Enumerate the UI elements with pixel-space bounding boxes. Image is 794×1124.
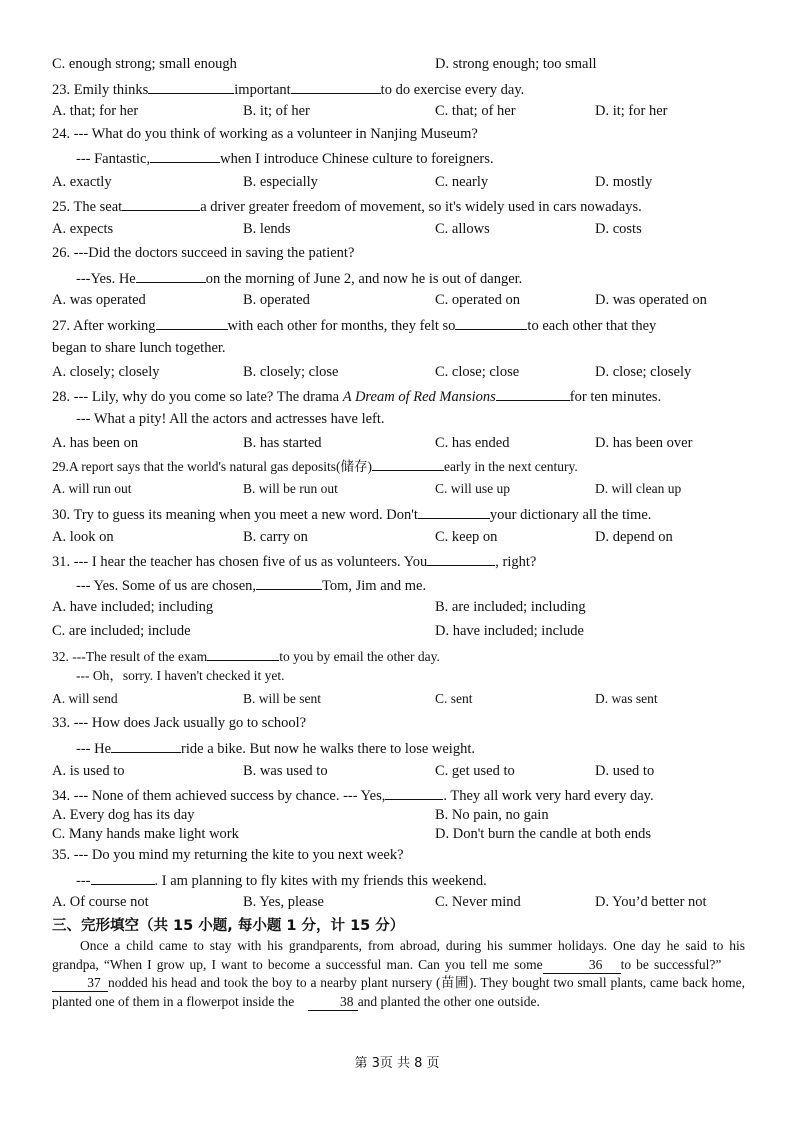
q29-option-b: B. will be run out xyxy=(243,481,338,496)
q33-stem: 33. --- How does Jack usually go to school? xyxy=(52,715,307,731)
answer-blank xyxy=(156,315,228,330)
answer-blank xyxy=(372,456,444,471)
q23-option-d: D. it; for her xyxy=(595,103,668,119)
q35-option-d: D. You’d better not xyxy=(595,894,707,910)
q34-option-d: D. Don't burn the candle at both ends xyxy=(435,826,652,842)
q25-option-b: B. lends xyxy=(243,221,291,237)
q25-option-d: D. costs xyxy=(595,221,642,237)
q29-option-d: D. will clean up xyxy=(595,481,682,496)
q28-option-c: C. has ended xyxy=(435,435,510,451)
answer-blank xyxy=(91,870,155,885)
q32-option-c: C. sent xyxy=(435,691,473,706)
q33-option-b: B. was used to xyxy=(243,763,328,779)
page-footer: 第 3页 共 8 页 xyxy=(354,1056,440,1071)
q26-stem: 26. ---Did the doctors succeed in saving the patient? xyxy=(52,245,355,261)
q34-stem: 34. --- None of them achieved success by chance. --- Yes, . They all work very hard every day. xyxy=(52,785,654,805)
q26-reply: ---Yes. He on the morning of June 2, and now he is out of danger. xyxy=(76,268,522,288)
q33-reply: --- He ride a bike. But now he walks there to lose weight. xyxy=(76,738,475,758)
answer-blank xyxy=(111,738,181,753)
answer-blank xyxy=(150,148,220,163)
question-number: 27. xyxy=(52,318,71,334)
question-number: 32. xyxy=(52,649,69,664)
q25-option-a: A. expects xyxy=(52,221,114,237)
q32-reply: --- Oh，sorry. I haven't checked it yet. xyxy=(76,668,285,683)
q29-stem: 29.A report says that the world's natural gas deposits(储存) early in the next century. xyxy=(52,456,578,476)
q25-option-c: C. allows xyxy=(435,221,490,237)
q28-option-a: A. has been on xyxy=(52,435,139,451)
q32-option-d: D. was sent xyxy=(595,691,658,706)
q30-option-b: B. carry on xyxy=(243,529,308,545)
q23-option-a: A. that; for her xyxy=(52,103,139,119)
q26-option-c: C. operated on xyxy=(435,292,520,308)
q35-option-c: C. Never mind xyxy=(435,894,521,910)
q22-option-d: D. strong enough; too small xyxy=(435,56,597,72)
q29-option-a: A. will run out xyxy=(52,481,132,496)
q23-option-b: B. it; of her xyxy=(243,103,310,119)
q24-option-a: A. exactly xyxy=(52,174,112,190)
q34-option-a: A. Every dog has its day xyxy=(52,807,195,823)
answer-blank xyxy=(122,196,200,211)
q35-option-a: A. Of course not xyxy=(52,894,149,910)
q35-stem: 35. --- Do you mind my returning the kite to you next week? xyxy=(52,847,404,863)
question-number: 24. xyxy=(52,126,71,142)
q27-option-a: A. closely; closely xyxy=(52,364,160,380)
answer-blank xyxy=(427,551,495,566)
answer-blank xyxy=(207,646,279,661)
question-number: 35. xyxy=(52,847,71,863)
q24-option-d: D. mostly xyxy=(595,174,653,190)
answer-blank xyxy=(291,79,381,94)
answer-blank xyxy=(256,575,322,590)
q30-stem: 30. Try to guess its meaning when you meet a new word. Don't your dictionary all the time. xyxy=(52,504,651,524)
q34-option-b: B. No pain, no gain xyxy=(435,807,549,823)
q26-option-d: D. was operated on xyxy=(595,292,707,308)
answer-blank xyxy=(148,79,234,94)
q33-option-c: C. get used to xyxy=(435,763,515,779)
question-number: 33. xyxy=(52,715,71,731)
q31-option-a: A. have included; including xyxy=(52,599,214,615)
q33-option-a: A. is used to xyxy=(52,763,125,779)
q24-option-c: C. nearly xyxy=(435,174,489,190)
question-number: 23. xyxy=(52,82,71,98)
q35-option-b: B. Yes, please xyxy=(243,894,324,910)
drama-title: A Dream of Red Mansions xyxy=(342,389,496,405)
cloze-passage: Once a child came to stay with his grandparents, from abroad, during his summer holidays. One day he said to his grandpa, “When I grow up, I want to become a successful man. Can you tell me some 36 to be successful?” 37 nodded his head and took the boy to a nearby plant nursery (苗圃). They bought two small plants, came back home, planted one of them in a flowerpot inside the 38 and planted the other one outside. xyxy=(52,938,745,1010)
q23-option-c: C. that; of her xyxy=(435,103,516,119)
q29-option-c: C. will use up xyxy=(435,481,511,496)
cloze-blank-38: 38 xyxy=(308,994,358,1011)
question-number: 29. xyxy=(52,459,69,474)
q30-option-a: A. look on xyxy=(52,529,114,545)
q31-stem: 31. --- I hear the teacher has chosen five of us as volunteers. You , right? xyxy=(52,551,536,571)
q24-reply: --- Fantastic, when I introduce Chinese culture to foreigners. xyxy=(76,148,494,168)
question-number: 31. xyxy=(52,554,71,570)
q32-option-a: A. will send xyxy=(52,691,118,706)
q27-option-d: D. close; closely xyxy=(595,364,692,380)
q35-reply: --- . I am planning to fly kites with my friends this weekend. xyxy=(76,870,487,890)
q27-option-c: C. close; close xyxy=(435,364,520,380)
q28-reply: --- What a pity! All the actors and actresses have left. xyxy=(76,411,385,427)
q27-stem-cont: began to share lunch together. xyxy=(52,340,226,356)
question-number: 26. xyxy=(52,245,71,261)
q33-option-d: D. used to xyxy=(595,763,655,779)
answer-blank xyxy=(455,315,527,330)
question-number: 25. xyxy=(52,199,71,215)
question-number: 30. xyxy=(52,507,71,523)
cloze-blank-37: 37 xyxy=(52,975,108,992)
q34-option-c: C. Many hands make light work xyxy=(52,826,239,842)
q32-option-b: B. will be sent xyxy=(243,691,321,706)
q27-option-b: B. closely; close xyxy=(243,364,339,380)
q24-option-b: B. especially xyxy=(243,174,318,190)
answer-blank xyxy=(496,386,570,401)
answer-blank xyxy=(136,268,206,283)
q31-reply: --- Yes. Some of us are chosen, Tom, Jim and me. xyxy=(76,575,426,595)
section-heading: 三、完形填空（共 15 小题, 每小题 1 分，计 15 分） xyxy=(52,918,405,934)
q23-stem: 23. Emily thinks important to do exercise every day. xyxy=(52,79,524,99)
q26-option-a: A. was operated xyxy=(52,292,146,308)
q28-option-d: D. has been over xyxy=(595,435,693,451)
question-number: 28. xyxy=(52,389,71,405)
q28-stem: 28. --- Lily, why do you come so late? The drama A Dream of Red Mansions for ten minutes. xyxy=(52,386,661,406)
q26-option-b: B. operated xyxy=(243,292,310,308)
q30-option-d: D. depend on xyxy=(595,529,673,545)
q25-stem: 25. The seat a driver greater freedom of movement, so it's widely used in cars nowadays. xyxy=(52,196,642,216)
question-number: 34. xyxy=(52,788,71,804)
q24-stem: 24. --- What do you think of working as a volunteer in Nanjing Museum? xyxy=(52,126,478,142)
q31-option-d: D. have included; include xyxy=(435,623,584,639)
q27-stem: 27. After working with each other for months, they felt so to each other that they xyxy=(52,315,656,335)
q28-option-b: B. has started xyxy=(243,435,322,451)
q30-option-c: C. keep on xyxy=(435,529,498,545)
q31-option-c: C. are included; include xyxy=(52,623,191,639)
q22-option-c: C. enough strong; small enough xyxy=(52,56,237,72)
answer-blank xyxy=(418,504,490,519)
answer-blank xyxy=(385,785,443,800)
cloze-blank-36: 36 xyxy=(543,957,621,974)
q31-option-b: B. are included; including xyxy=(435,599,586,615)
q32-stem: 32. ---The result of the exam to you by email the other day. xyxy=(52,646,440,666)
